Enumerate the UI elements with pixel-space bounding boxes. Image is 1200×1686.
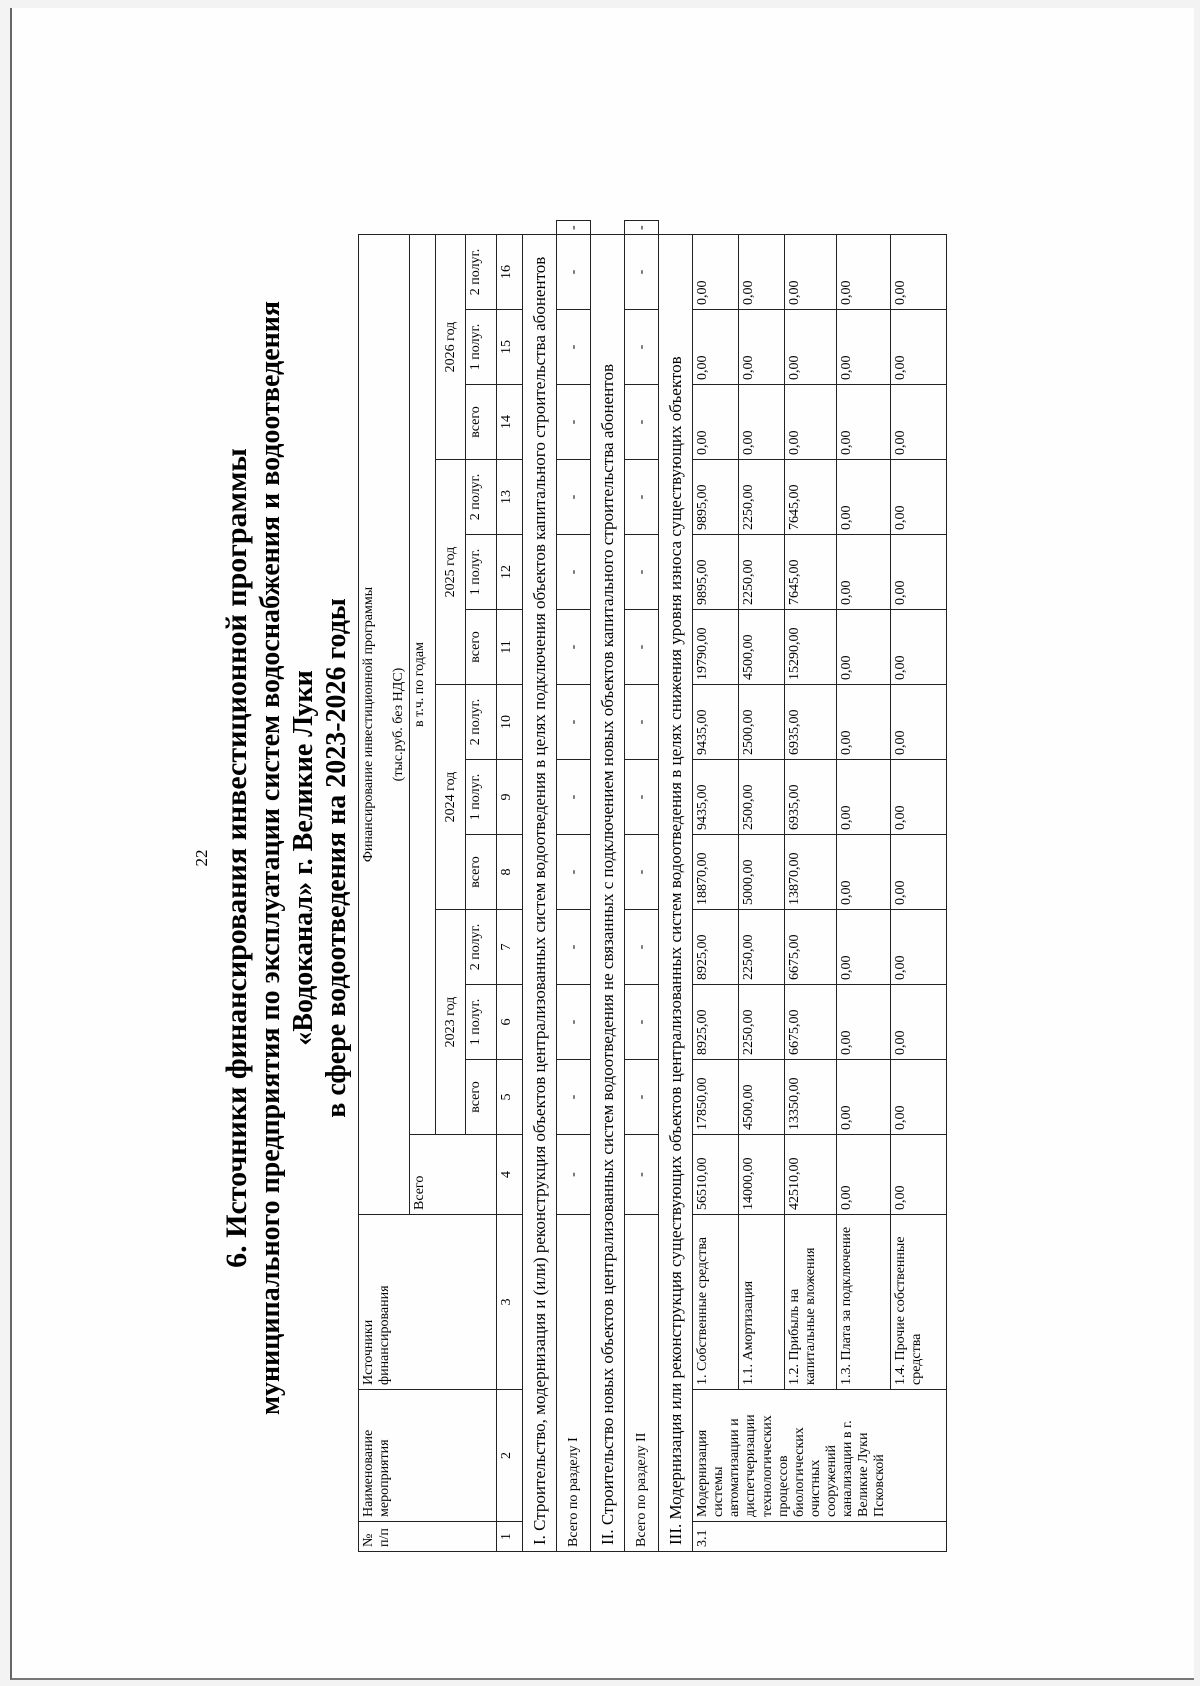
table-cell: 2500,00 — [739, 685, 785, 760]
header-sub-total: всего — [466, 835, 497, 910]
table-cell: - — [557, 235, 591, 310]
financing-table — [358, 220, 947, 1552]
table-cell: 0,00 — [837, 1060, 891, 1135]
table-cell: 6675,00 — [785, 985, 837, 1060]
table-cell: 0,00 — [837, 385, 891, 460]
header-sub-half1: 1 полуг. — [466, 985, 497, 1060]
table-cell: - — [625, 535, 659, 610]
table-cell: 0,00 — [785, 235, 837, 310]
financing-source: 1.2. Прибыль на капитальные вложения — [785, 1215, 837, 1390]
header-sub-total: всего — [466, 610, 497, 685]
table-cell: 8925,00 — [693, 985, 739, 1060]
table-cell: 5000,00 — [739, 835, 785, 910]
header-sub-half1: 1 полуг. — [466, 310, 497, 385]
table-cell: - — [557, 685, 591, 760]
table-cell: 0,00 — [837, 610, 891, 685]
table-cell: 0,00 — [837, 1135, 891, 1215]
title-line-1: 6. Источники финансирования инвестиционной программы — [220, 448, 253, 1268]
table-cell: 9895,00 — [693, 535, 739, 610]
table-cell: 0,00 — [739, 235, 785, 310]
table-cell: - — [625, 910, 659, 985]
header-year-2024: 2024 год — [436, 685, 466, 910]
table-cell: - — [625, 685, 659, 760]
table-cell: 0,00 — [891, 1135, 947, 1215]
table-cell: 17850,00 — [693, 1060, 739, 1135]
column-number: 13 — [497, 460, 523, 535]
financing-source: 1. Собственные средства — [693, 1215, 739, 1390]
table-cell: 0,00 — [891, 1060, 947, 1135]
table-cell: 0,00 — [891, 460, 947, 535]
rotated-document — [52, 58, 1132, 1658]
table-cell: 0,00 — [739, 385, 785, 460]
table-row — [891, 221, 947, 1552]
table-cell: 18870,00 — [693, 835, 739, 910]
table-cell: 9435,00 — [693, 760, 739, 835]
column-number: 8 — [497, 835, 523, 910]
column-number: 16 — [497, 235, 523, 310]
table-cell: 42510,00 — [785, 1135, 837, 1215]
table-cell: 14000,00 — [739, 1135, 785, 1215]
table-cell: - — [625, 310, 659, 385]
table-cell: 7645,00 — [785, 460, 837, 535]
table-cell: - — [625, 1060, 659, 1135]
header-year-2025: 2025 год — [436, 460, 466, 685]
table-cell: - — [557, 835, 591, 910]
table-cell: 0,00 — [891, 835, 947, 910]
header-sub-total: всего — [466, 385, 497, 460]
title-line-4: в сфере водоотведения на 2023-2026 годы — [321, 598, 352, 1118]
title-line-2: муниципального предприятия по эксплуатации систем водоснабжения и водоотведения — [255, 300, 286, 1416]
header-total: Всего — [410, 1135, 497, 1215]
column-number: 15 — [497, 310, 523, 385]
table-cell: - — [625, 221, 659, 235]
table-cell: 7645,00 — [785, 535, 837, 610]
table-cell: - — [625, 1135, 659, 1215]
scanned-page — [10, 8, 1194, 1680]
table-cell: - — [625, 760, 659, 835]
table-cell: 0,00 — [693, 310, 739, 385]
table-row — [837, 221, 891, 1552]
column-number: 1 — [497, 1522, 523, 1552]
column-number: 10 — [497, 685, 523, 760]
table-cell: 0,00 — [891, 310, 947, 385]
table-cell: - — [625, 610, 659, 685]
section-total-label: Всего по разделу I — [557, 1215, 591, 1552]
financing-source: 1.4. Прочие собственные средства — [891, 1215, 947, 1390]
section-title: III. Модернизация или реконструкция существующих объектов централизованных систем водоотведения в целях снижения уровня износа существующих объектов — [659, 235, 693, 1552]
table-cell: 4500,00 — [739, 1060, 785, 1135]
section-total-label: Всего по разделу II — [625, 1215, 659, 1552]
section-total-row — [625, 221, 659, 1552]
table-cell: - — [557, 760, 591, 835]
column-number: 12 — [497, 535, 523, 610]
table-cell: 13870,00 — [785, 835, 837, 910]
column-number: 14 — [497, 385, 523, 460]
table-cell: 2250,00 — [739, 910, 785, 985]
column-number: 2 — [497, 1390, 523, 1522]
table-cell: 0,00 — [837, 310, 891, 385]
table-cell: 0,00 — [837, 910, 891, 985]
section-title-row — [591, 221, 625, 1552]
column-number: 9 — [497, 760, 523, 835]
header-num: № п/п — [359, 1522, 497, 1552]
table-cell: 0,00 — [837, 685, 891, 760]
table-cell: 0,00 — [891, 985, 947, 1060]
table-cell: 13350,00 — [785, 1060, 837, 1135]
table-cell: - — [625, 385, 659, 460]
table-cell: 0,00 — [891, 385, 947, 460]
table-cell: 0,00 — [891, 235, 947, 310]
table-cell: 2250,00 — [739, 460, 785, 535]
table-row — [785, 221, 837, 1552]
column-number: 11 — [497, 610, 523, 685]
table-cell: - — [557, 385, 591, 460]
section-title-row — [659, 221, 693, 1552]
table-cell: 0,00 — [891, 910, 947, 985]
table-cell: 6675,00 — [785, 910, 837, 985]
table-cell: 8925,00 — [693, 910, 739, 985]
table-cell: 0,00 — [693, 385, 739, 460]
table-cell: 0,00 — [837, 985, 891, 1060]
table-cell: 9895,00 — [693, 460, 739, 535]
table-cell: - — [625, 235, 659, 310]
item-number: 3.1 — [693, 1522, 947, 1552]
table-cell: 6935,00 — [785, 760, 837, 835]
table-cell: 0,00 — [837, 760, 891, 835]
header-sub-half2: 2 полуг. — [466, 460, 497, 535]
table-cell: 56510,00 — [693, 1135, 739, 1215]
table-cell: 0,00 — [785, 310, 837, 385]
table-cell: 0,00 — [837, 460, 891, 535]
page-number: 22 — [192, 849, 211, 867]
table-cell: 0,00 — [837, 535, 891, 610]
header-sub-half2: 2 полуг. — [466, 910, 497, 985]
table-cell: 2250,00 — [739, 535, 785, 610]
section-title: II. Строительство новых объектов централизованных систем водоотведения не связанных с подключением новых объектов капитального строительства абонентов — [591, 235, 625, 1552]
column-number: 3 — [497, 1215, 523, 1390]
table-cell: 0,00 — [891, 535, 947, 610]
table-cell: - — [557, 535, 591, 610]
header-financing-title: Финансирование инвестиционной программы — [361, 586, 376, 863]
table-cell: - — [557, 610, 591, 685]
table-row — [693, 221, 739, 1552]
table-cell: - — [557, 460, 591, 535]
header-financing — [359, 235, 410, 1215]
section-title: I. Строительство, модернизация и (или) реконструкция объектов централизованных систем водоотведения в целях подключения объектов капитального строительства абонентов — [523, 235, 557, 1552]
table-cell: 0,00 — [891, 685, 947, 760]
table-cell: - — [557, 985, 591, 1060]
item-name: Модернизация системы автоматизации и диспетчеризации технологических процессов биологических очистных сооружений канализации в г. Великие Луки Псковской — [693, 1390, 947, 1522]
table-cell: - — [557, 221, 591, 235]
header-sub-half2: 2 полуг. — [466, 685, 497, 760]
header-year-2026: 2026 год — [436, 235, 466, 460]
table-cell: 0,00 — [785, 385, 837, 460]
table-cell: 9435,00 — [693, 685, 739, 760]
header-name: Наименование мероприятия — [359, 1390, 497, 1522]
table-cell: - — [557, 1135, 591, 1215]
financing-source: 1.1. Амортизация — [739, 1215, 785, 1390]
table-cell: 4500,00 — [739, 610, 785, 685]
table-cell: - — [557, 910, 591, 985]
table-cell: 6935,00 — [785, 685, 837, 760]
table-cell: - — [625, 985, 659, 1060]
financing-source: 1.3. Плата за подключение — [837, 1215, 891, 1390]
table-cell: - — [557, 310, 591, 385]
table-cell: 2500,00 — [739, 760, 785, 835]
table-cell: 2250,00 — [739, 985, 785, 1060]
column-number: 4 — [497, 1135, 523, 1215]
section-title-row — [523, 221, 557, 1552]
header-sub-half2: 2 полуг. — [466, 235, 497, 310]
column-number: 6 — [497, 985, 523, 1060]
table-cell: - — [625, 460, 659, 535]
section-total-row — [557, 221, 591, 1552]
table-cell: 0,00 — [739, 310, 785, 385]
title-line-3: «Водоканал» г. Великие Луки — [288, 670, 319, 1046]
table-cell: 0,00 — [891, 610, 947, 685]
table-cell: - — [557, 1060, 591, 1135]
table-cell: 19790,00 — [693, 610, 739, 685]
header-by-years: в т.ч. по годам — [410, 235, 436, 1135]
header-unit: (тыс.руб. без НДС) — [391, 667, 407, 782]
table-cell: - — [625, 835, 659, 910]
header-source: Источники финансирования — [359, 1215, 497, 1390]
table-cell: 0,00 — [693, 235, 739, 310]
header-sub-half1: 1 полуг. — [466, 760, 497, 835]
column-number: 5 — [497, 1060, 523, 1135]
header-sub-total: всего — [466, 1060, 497, 1135]
table-cell: 0,00 — [837, 835, 891, 910]
table-cell: 0,00 — [891, 760, 947, 835]
table-cell: 15290,00 — [785, 610, 837, 685]
table-row — [739, 221, 785, 1552]
table-cell: 0,00 — [837, 235, 891, 310]
header-year-2023: 2023 год — [436, 910, 466, 1135]
header-sub-half1: 1 полуг. — [466, 535, 497, 610]
column-number: 7 — [497, 910, 523, 985]
